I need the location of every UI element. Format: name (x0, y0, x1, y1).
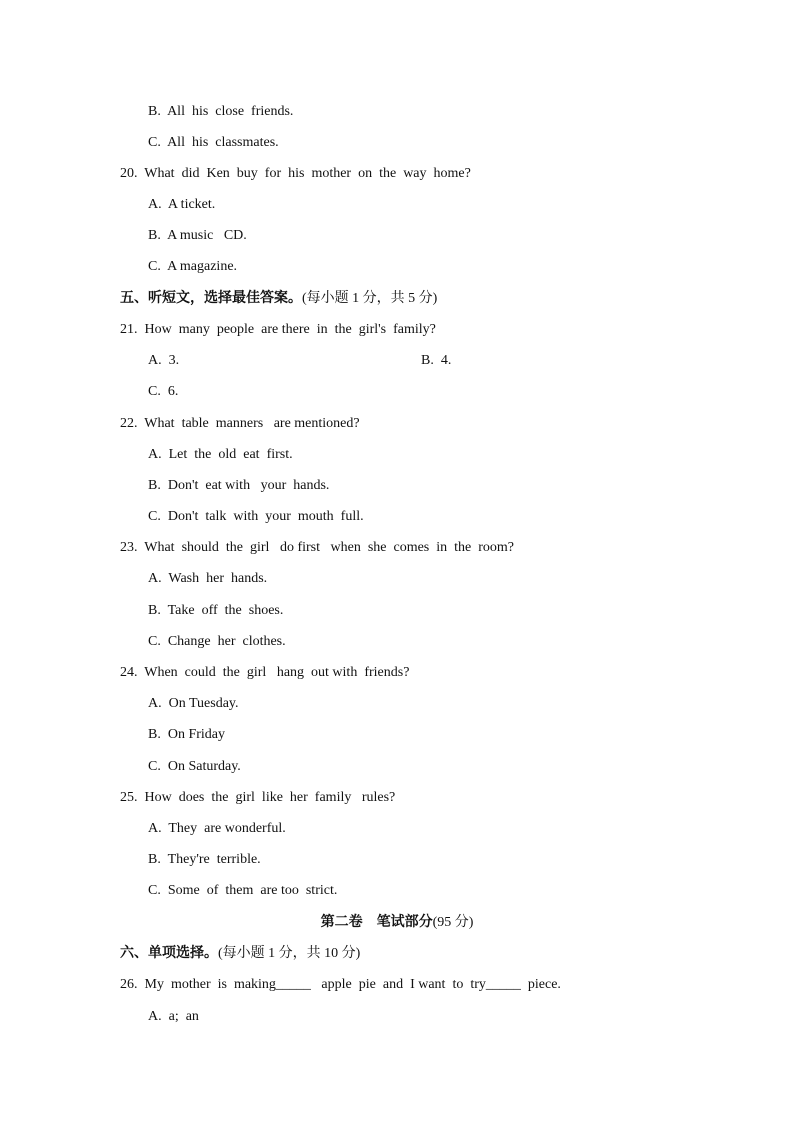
q20-option-b: B. A music CD. (148, 228, 247, 243)
section-5-heading (120, 290, 437, 308)
q22-option-c: C. Don't talk with your mouth full. (148, 509, 364, 524)
q24-option-a: A. On Tuesday. (148, 696, 239, 711)
q25-option-c: C. Some of them are too strict. (148, 883, 338, 898)
question-21: 21. How many people are there in the girl's family? (120, 322, 436, 337)
q19-option-c: C. All his classmates. (148, 135, 279, 150)
section-6-note: (每小题 1 分，共 10 分) (218, 946, 361, 961)
q23-option-c: C. Change her clothes. (148, 634, 286, 649)
question-24: 24. When could the girl hang out with friends? (120, 665, 410, 680)
q24-option-c: C. On Saturday. (148, 759, 241, 774)
q20-option-c: C. A magazine. (148, 259, 238, 274)
question-20: 20. What did Ken buy for his mother on the way home? (120, 166, 471, 181)
q25-option-b: B. They're terrible. (148, 852, 261, 867)
section-5-note: (每小题 1 分，共 5 分) (302, 291, 438, 306)
section-6-title: 六、单项选择。 (120, 946, 218, 961)
q22-option-b: B. Don't eat with your hands. (148, 478, 330, 493)
q22-option-a: A. Let the old eat first. (148, 447, 293, 462)
section-5-title: 五、听短文，选择最佳答案。 (120, 291, 302, 306)
part-2-heading (0, 914, 794, 932)
q25-option-a: A. They are wonderful. (148, 821, 286, 836)
q19-option-b: B. All his close friends. (148, 104, 294, 119)
q23-option-a: A. Wash her hands. (148, 571, 268, 586)
q21-option-a: A. 3. (148, 353, 180, 368)
part-2-title: 第二卷 笔试部分 (320, 915, 433, 930)
q21-option-b: B. 4. (421, 353, 452, 368)
question-25: 25. How does the girl like her family rules? (120, 790, 396, 805)
question-23: 23. What should the girl do first when she comes in the room? (120, 540, 515, 555)
q24-option-b: B. On Friday (148, 727, 225, 742)
q20-option-a: A. A ticket. (148, 197, 216, 212)
q23-option-b: B. Take off the shoes. (148, 603, 284, 618)
part-2-note: (95 分) (432, 915, 474, 930)
section-6-heading (120, 945, 360, 963)
q26-option-a: A. a; an (148, 1009, 199, 1024)
q21-option-c: C. 6. (148, 384, 179, 399)
question-22: 22. What table manners are mentioned? (120, 416, 360, 431)
question-26: 26. My mother is making_____ apple pie and I want to try_____ piece. (120, 977, 561, 992)
